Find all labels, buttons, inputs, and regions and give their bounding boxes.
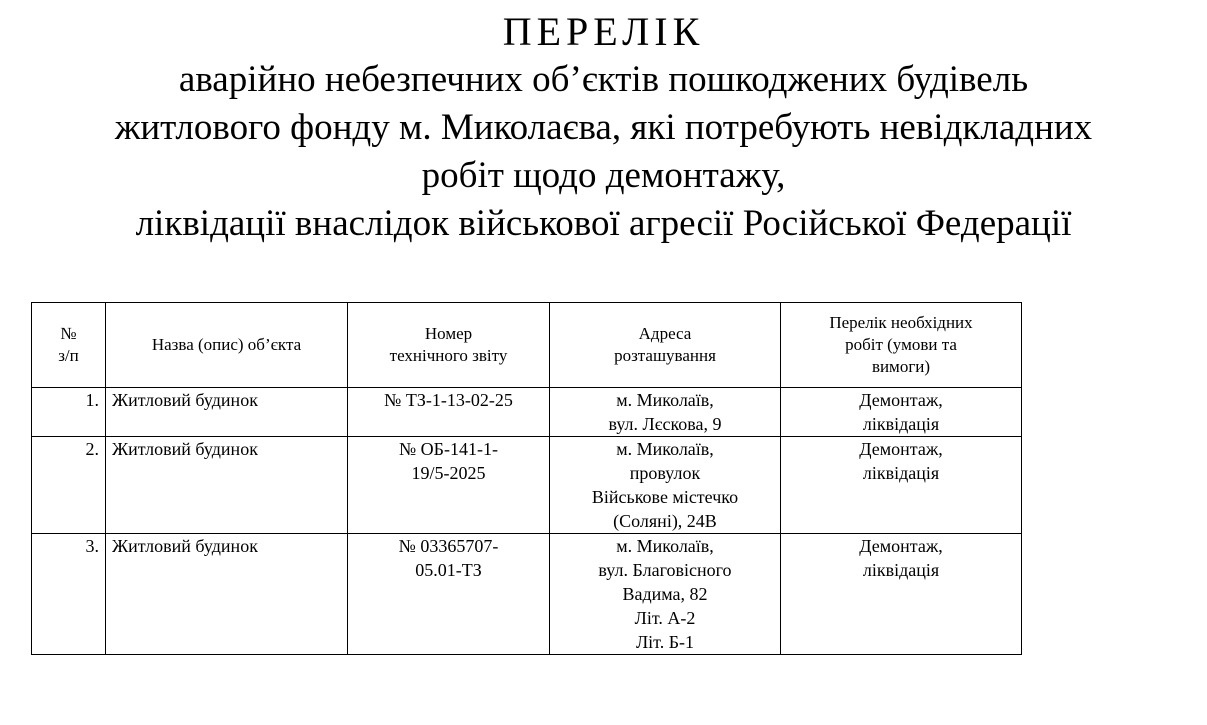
row-report-number: № ОБ-141-1- 19/5-2025 [348,437,550,534]
table-row [32,437,1022,534]
row-report-number: № 03365707- 05.01-ТЗ [348,534,550,655]
objects-table [31,302,1022,655]
table-row [32,534,1022,655]
header-object-name: Назва (опис) об’єкта [106,303,348,388]
header-works: Перелік необхідних робіт (умови та вимоги) [781,303,1022,388]
heading-line-4: ліквідації внаслідок військової агресії Російської Федерації [135,203,1072,244]
row-object-name: Житловий будинок [106,388,348,437]
row-address: м. Миколаїв, провулок Військове містечко (Соляні), 24В [550,437,781,534]
row-object-name: Житловий будинок [106,534,348,655]
row-works: Демонтаж, ліквідація [781,534,1022,655]
table-header-row [32,303,1022,388]
document-title: ПЕРЕЛІК [502,9,705,54]
row-works: Демонтаж, ліквідація [781,437,1022,534]
row-number: 1. [32,388,106,437]
heading-line-2: житлового фонду м. Миколаєва, які потребують невідкладних [114,107,1093,148]
header-number: № з/п [32,303,106,388]
row-address: м. Миколаїв, вул. Лєскова, 9 [550,388,781,437]
heading-line-3: робіт щодо демонтажу, [421,155,786,196]
header-address: Адреса розташування [550,303,781,388]
document-heading [0,8,1207,248]
header-report-number: Номер технічного звіту [348,303,550,388]
heading-line-1: аварійно небезпечних об’єктів пошкоджених будівель [178,59,1029,100]
row-number: 3. [32,534,106,655]
row-object-name: Житловий будинок [106,437,348,534]
row-address: м. Миколаїв, вул. Благовісного Вадима, 82 Літ. А-2 Літ. Б-1 [550,534,781,655]
row-number: 2. [32,437,106,534]
row-works: Демонтаж, ліквідація [781,388,1022,437]
row-report-number: № ТЗ-1-13-02-25 [348,388,550,437]
table-row [32,388,1022,437]
